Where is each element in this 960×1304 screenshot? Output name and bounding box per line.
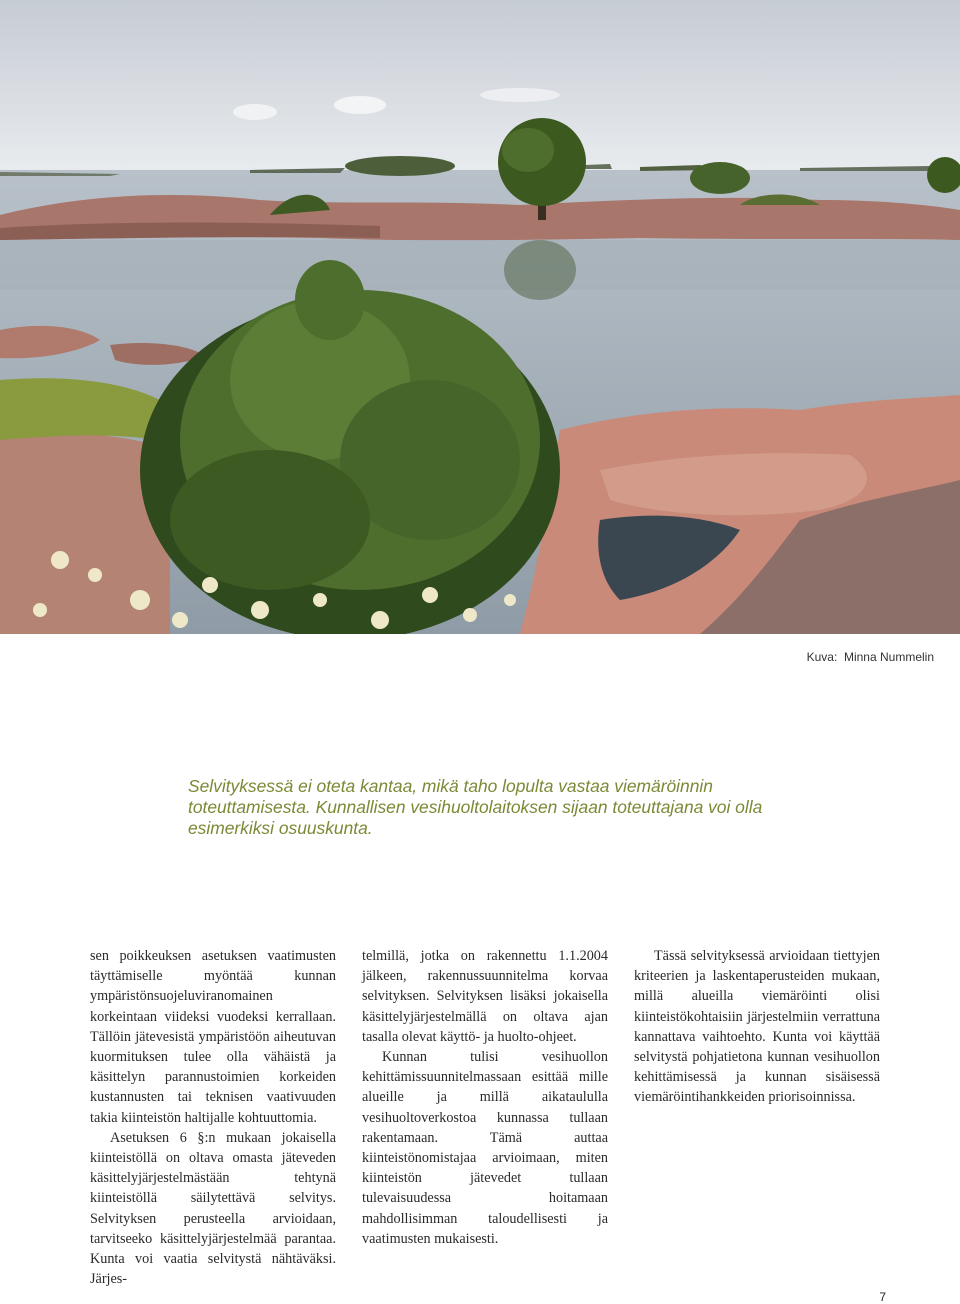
sky <box>0 0 960 175</box>
paragraph: Kunnan tulisi vesihuollon kehittämissuunnitelmassaan esittää mille alueille ja millä aikataululla vesihuoltoverkostoa kunnassa tullaan rakentamaan. Tämä auttaa kiinteistönomistajaa arvioimaan, miten kiinteistön jätevedet tullaan tulevaisuudessa hoitamaan mahdollisimman taloudellisesti ja vaatimusten mukaisesti. <box>362 1049 608 1247</box>
text-column-1 <box>90 946 336 1289</box>
text-column-2 <box>362 946 608 1249</box>
landscape-photo <box>0 0 960 634</box>
paragraph: Tässä selvityksessä arvioidaan tiettyjen kriteerien ja laskentaperusteiden mukaan, millä alueilla viemäröinti olisi kiinteistökohtaisiin järjestelmiin verrattuna kannattava vaihtoehto. Kunta voi käyttää selvitystä pohjatietona kunnan vesihuollon kehittämisessä ja kunnan sisäisessä viemäröintihankkeiden priorisoinnissa. <box>634 948 880 1106</box>
page-number: 7 <box>879 1290 886 1304</box>
pull-quote: Selvityksessä ei oteta kantaa, mikä taho lopulta vastaa viemäröinnin toteuttamisesta. Kunnallisen vesihuoltolaitoksen sijaan toteuttajana voi olla esimerkiksi osuuskunta. <box>188 776 763 838</box>
paragraph: telmillä, jotka on rakennettu 1.1.2004 jälkeen, rakennussuunnitelma korvaa selvityksen. Selvityksen lisäksi jokaisella käsittelyjärjestelmällä on oltava ajan tasalla olevat käyttö- ja huolto-ohjeet. <box>362 948 608 1045</box>
paragraph: sen poikkeuksen asetuksen vaatimusten täyttämiselle myöntää kunnan ympäristönsuojeluviranomainen korkeintaan viideksi vuodeksi kerrallaan. Tällöin jätevesistä ympäristöön aiheutuvan kuormituksen tulee olla vähäistä ja käsittelyn parannustoimien korkeiden kustannusten tai teknisen vaativuuden takia kiinteistön haltijalle kohtuuttomia. <box>90 948 336 1126</box>
far-islet <box>0 194 960 290</box>
paragraph: Asetuksen 6 §:n mukaan jokaisella kiinteistöllä on oltava omasta jäteveden käsittelyjärjestelmästään tehtynä kiinteistöllä säilytettävä selvitys. Selvityksen perusteella arvioidaan, tarvitseeko käsittelyjärjestelmää parantaa. Kunta voi vaatia selvitystä nähtäväksi. Järjes- <box>90 1129 336 1288</box>
photo-credit: Kuva: Minna Nummelin <box>806 650 934 664</box>
text-column-3 <box>634 946 880 1108</box>
